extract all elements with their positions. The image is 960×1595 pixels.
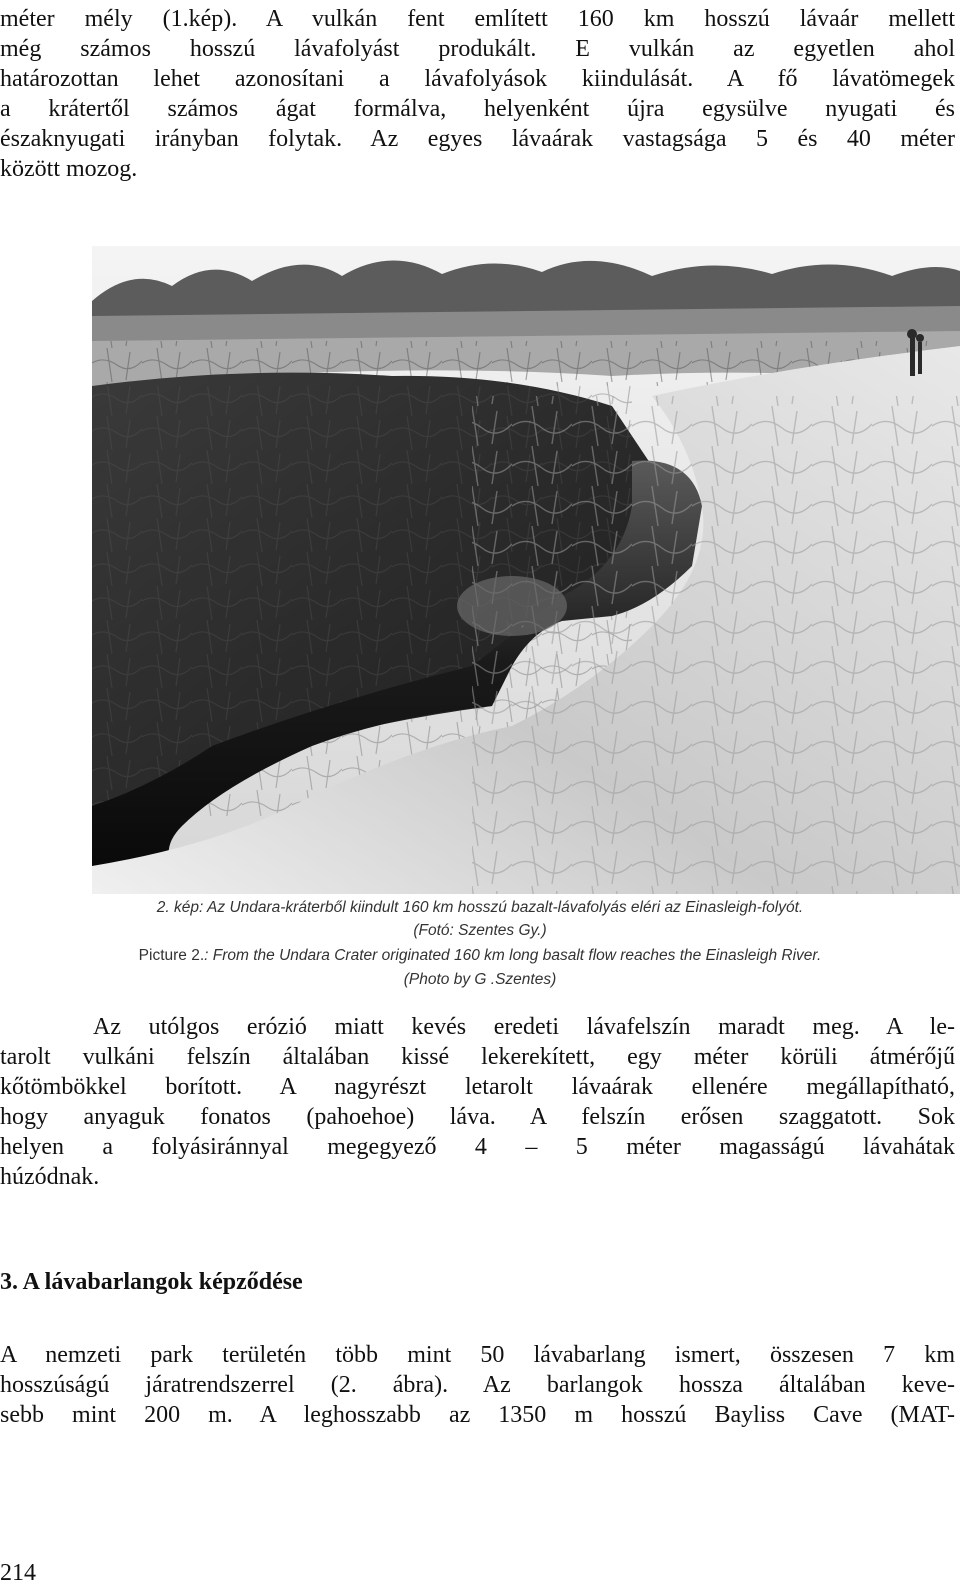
figure-caption-english [0,945,960,967]
text-line: hogy anyaguk fonatos (pahoehoe) láva. A felszín erősen szaggatott. Sok [0,1104,955,1130]
text-line: a krátertől számos ágat formálva, helyenként újra egysülve nyugati és [0,96,955,122]
photo-illustration [92,246,960,894]
photo-credit-english: (Photo by G .Szentes) [403,971,557,988]
text-line: sebb mint 200 m. A leghosszabb az 1350 m hosszú Bayliss Cave (MAT- [0,1402,955,1428]
section-heading: 3. A lávabarlangok képződése [0,1269,303,1295]
page-number: 214 [0,1560,36,1586]
figure-caption-hungarian: 2. kép: Az Undara-kráterből kiindult 160 km hosszú bazalt-lávafolyás eléri az Einasleigh-folyót. [156,899,804,916]
text-line: tarolt vulkáni felszín általában kissé lekerekített, egy méter körüli átmérőjű [0,1044,955,1070]
text-line: északnyugati irányban folytak. Az egyes lávaárak vastagsága 5 és 40 méter [0,126,955,152]
text-line: Az utólgos erózió miatt kevés eredeti lávafelszín maradt meg. A le- [93,1014,955,1040]
photo-credit-hungarian: (Fotó: Szentes Gy.) [413,922,547,939]
text-line: kőtömbökkel borított. A nagyrészt letarolt lávaárak ellenére megállapítható, [0,1074,955,1100]
caption-label: Picture 2. [138,947,205,964]
paragraph-erosion [0,1012,955,1192]
text-line: A nemzeti park területén több mint 50 lávabarlang ismert, összesen 7 km [0,1342,955,1368]
paragraph-lava-caves [0,1340,955,1430]
text-line: helyen a folyásiránnyal megegyező 4 – 5 méter magasságú lávahátak [0,1134,955,1160]
text-line: még számos hosszú lávafolyást produkált. E vulkán az egyetlen ahol [0,36,955,62]
caption-text: : From the Undara Crater originated 160 km long basalt flow reaches the Einasleigh River. [204,947,822,964]
text-line: méter mély (1.kép). A vulkán fent említett 160 km hosszú lávaár mellett [0,6,955,32]
text-line: között mozog. [0,156,138,182]
text-line: hosszúságú járatrendszerrel (2. ábra). Az barlangok hossza általában keve- [0,1372,955,1398]
paragraph-lava-flows [0,4,955,184]
text-line: határozottan lehet azonosítani a lávafolyások kiindulását. A fő lávatömegek [0,66,955,92]
basalt-lava-flow-photo [92,246,960,894]
text-line: húzódnak. [0,1164,100,1190]
